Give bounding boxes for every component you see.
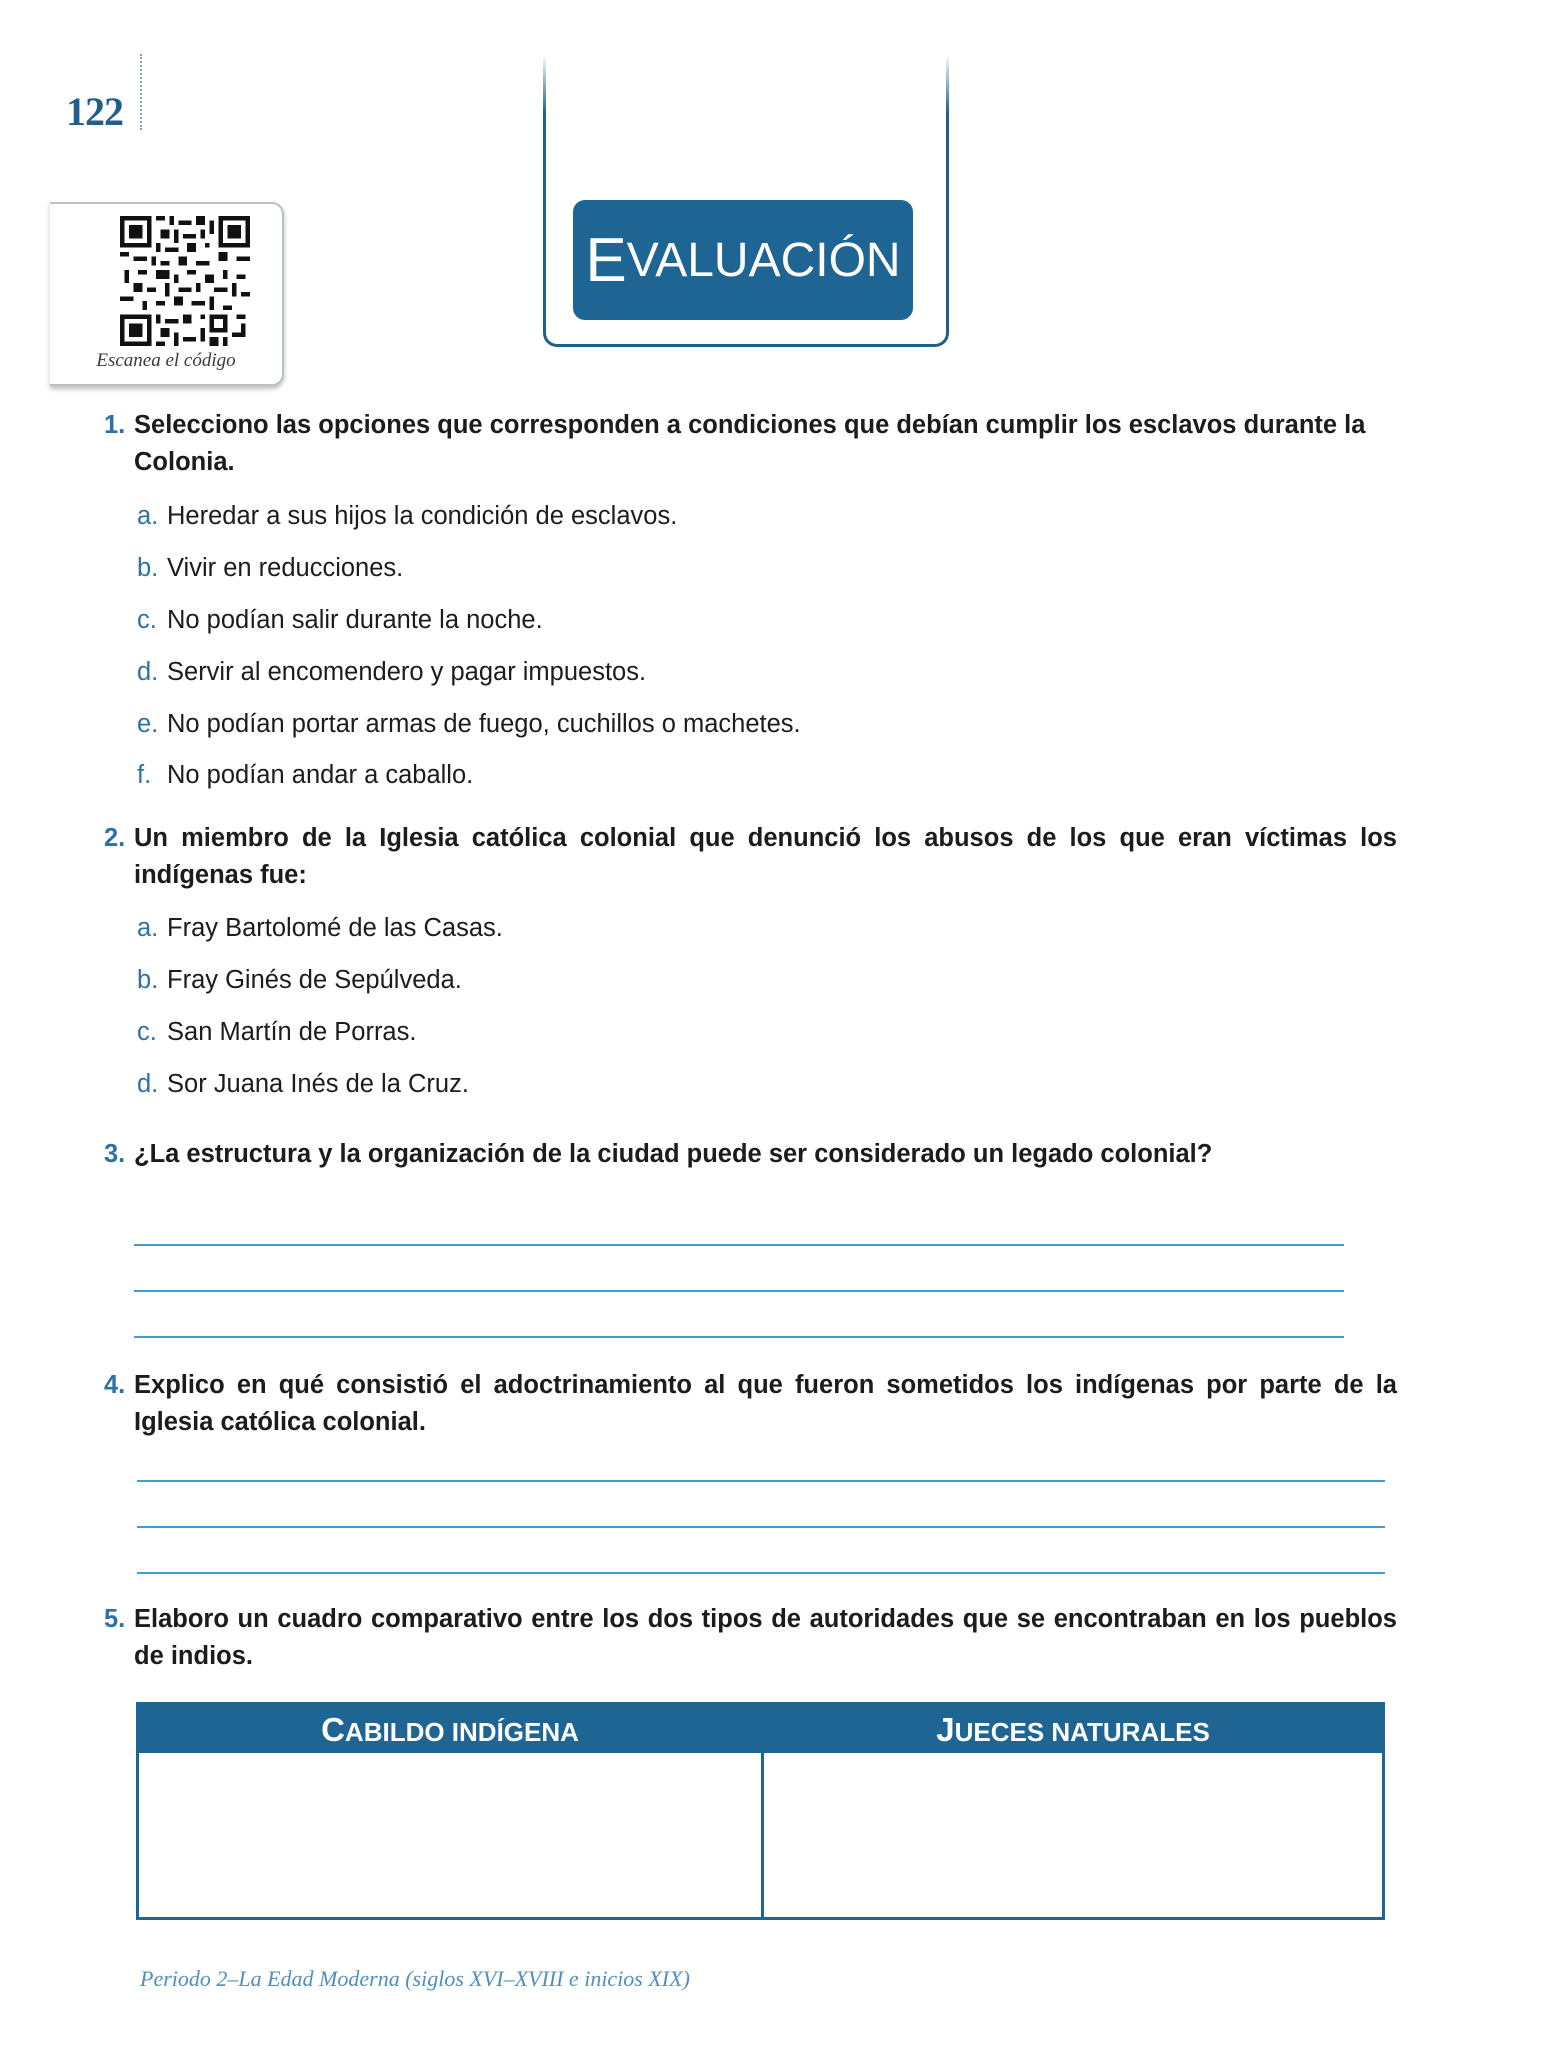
- question-number: 2.: [104, 824, 126, 852]
- comparison-table: [136, 1702, 1385, 1920]
- option-text: No podían andar a caballo.: [167, 761, 474, 789]
- question-number: 5.: [104, 1605, 126, 1633]
- answer-line[interactable]: [134, 1336, 1344, 1338]
- option-letter: a.: [137, 914, 159, 942]
- header-rest: ABILDO INDÍGENA: [344, 1717, 579, 1747]
- question-1-option-b[interactable]: [137, 552, 403, 584]
- page-footer: Periodo 2–La Edad Moderna (siglos XVI–XVIII e inicios XIX): [140, 1966, 690, 1991]
- question-1-option-c[interactable]: [137, 604, 543, 636]
- question-2-option-c[interactable]: [137, 1016, 416, 1048]
- question-2-option-a[interactable]: [137, 912, 503, 944]
- option-letter: d.: [137, 658, 159, 686]
- option-text: Fray Ginés de Sepúlveda.: [167, 966, 462, 994]
- question-2-option-b[interactable]: [137, 964, 462, 996]
- answer-line[interactable]: [137, 1572, 1385, 1574]
- question-text: Selecciono las opciones que corresponden a condiciones que debían cumplir los esclavos durante la Colonia.: [134, 411, 1366, 476]
- option-text: Heredar a sus hijos la condición de esclavos.: [167, 502, 678, 530]
- header-rest: UECES NATURALES: [954, 1717, 1210, 1747]
- qr-caption: Escanea el código: [96, 350, 236, 371]
- option-letter: f.: [137, 761, 152, 789]
- option-text: Vivir en reducciones.: [167, 554, 404, 582]
- question-1-option-e[interactable]: [137, 708, 801, 740]
- option-letter: c.: [137, 606, 157, 634]
- option-letter: b.: [137, 554, 159, 582]
- answer-line[interactable]: [137, 1526, 1385, 1528]
- question-4: [104, 1367, 1399, 1441]
- option-letter: a.: [137, 502, 159, 530]
- question-number: 1.: [104, 411, 126, 439]
- question-text: Explico en qué consistió el adoctrinamiento al que fueron sometidos los indígenas por parte de la Iglesia católica colonial.: [134, 1371, 1397, 1436]
- question-text: Elaboro un cuadro comparativo entre los dos tipos de autoridades que se encontraban en los pueblos de indios.: [134, 1605, 1397, 1670]
- question-text: Un miembro de la Iglesia católica colonial que denunció los abusos de los que eran víctimas los indígenas fue:: [134, 824, 1397, 889]
- question-2-option-d[interactable]: [137, 1068, 469, 1100]
- qr-code-box: [50, 202, 284, 386]
- header-initial: C: [321, 1711, 345, 1748]
- option-letter: e.: [137, 710, 159, 738]
- option-text: Fray Bartolomé de las Casas.: [167, 914, 503, 942]
- option-letter: b.: [137, 966, 159, 994]
- question-5: [104, 1601, 1399, 1675]
- section-title-rest: VALUACIÓN: [626, 233, 901, 287]
- question-1-option-f[interactable]: [137, 759, 473, 791]
- page-number: 122: [66, 89, 123, 134]
- table-cell-cabildo[interactable]: [139, 1753, 761, 1917]
- question-text: ¿La estructura y la organización de la ciudad puede ser considerado un legado colonial?: [134, 1140, 1213, 1168]
- option-letter: d.: [137, 1070, 159, 1098]
- option-text: No podían salir durante la noche.: [167, 606, 543, 634]
- table-header-jueces: [764, 1705, 1382, 1753]
- option-text: No podían portar armas de fuego, cuchillos o machetes.: [167, 710, 801, 738]
- answer-line[interactable]: [134, 1290, 1344, 1292]
- header-initial: J: [936, 1711, 955, 1748]
- question-3: [104, 1136, 1399, 1173]
- question-number: 3.: [104, 1140, 126, 1168]
- table-cell-jueces[interactable]: [764, 1753, 1382, 1917]
- option-text: Sor Juana Inés de la Cruz.: [167, 1070, 469, 1098]
- option-text: San Martín de Porras.: [167, 1018, 417, 1046]
- option-letter: c.: [137, 1018, 157, 1046]
- question-number: 4.: [104, 1371, 126, 1399]
- question-2: [104, 820, 1399, 894]
- section-title: [573, 200, 913, 320]
- option-text: Servir al encomendero y pagar impuestos.: [167, 658, 647, 686]
- answer-line[interactable]: [134, 1244, 1344, 1246]
- table-header-cabildo: [139, 1705, 761, 1753]
- page-number-divider: [140, 54, 142, 130]
- qr-code-icon[interactable]: [120, 216, 250, 346]
- question-1-option-a[interactable]: [137, 500, 677, 532]
- section-title-initial: E: [585, 225, 627, 295]
- question-1-option-d[interactable]: [137, 656, 646, 688]
- answer-line[interactable]: [137, 1480, 1385, 1482]
- question-1: [104, 407, 1394, 481]
